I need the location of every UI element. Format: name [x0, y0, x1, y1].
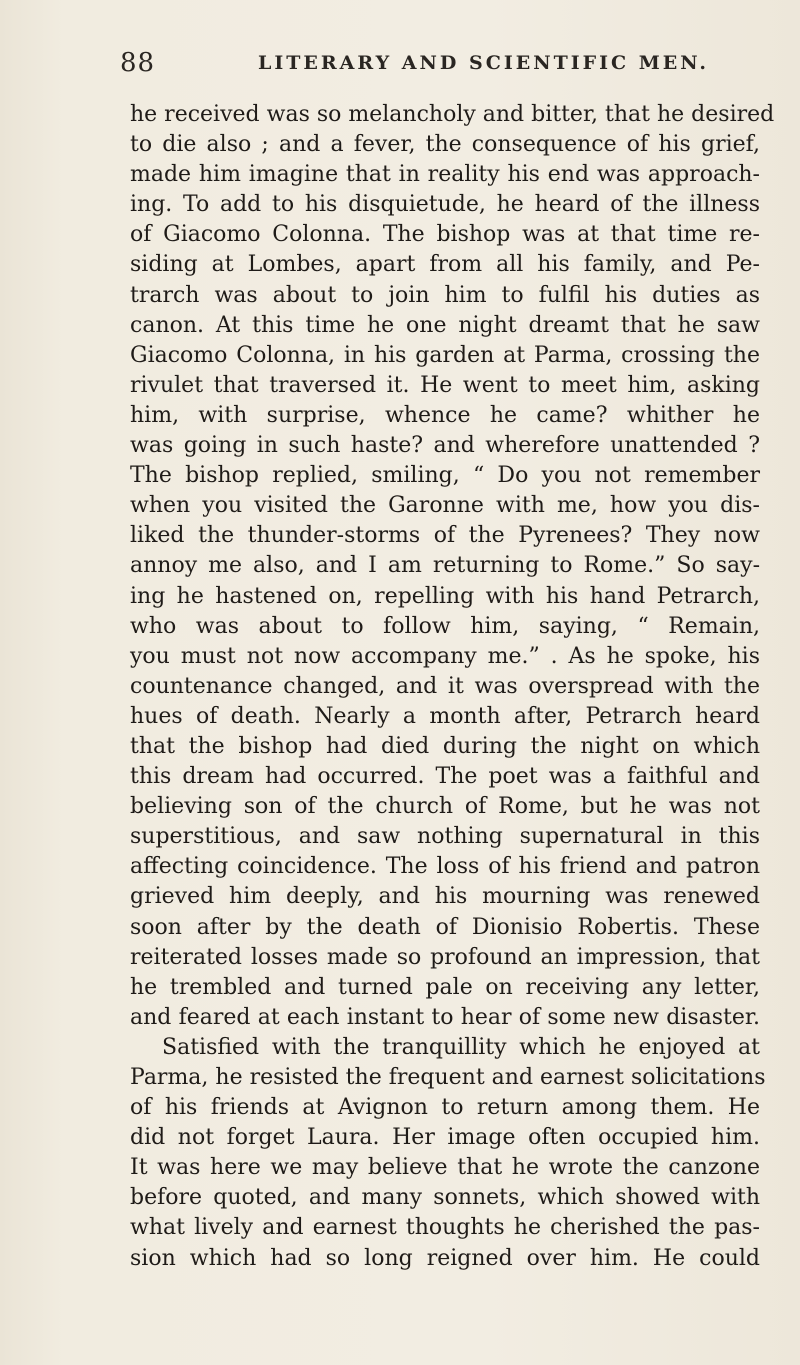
text-line: and feared at each instant to hear of some new disaster. — [130, 1004, 760, 1030]
text-line: ing. To add to his disquietude, he heard of the illness — [130, 192, 760, 218]
text-line: It was here we may believe that he wrote the canzone — [130, 1155, 760, 1181]
text-line: made him imagine that in reality his end was approach- — [130, 162, 760, 188]
text-line: was going in such haste? and wherefore unattended ? — [130, 433, 760, 459]
text-line: hues of death. Nearly a month after, Petrarch heard — [130, 703, 760, 729]
text-line: believing son of the church of Rome, but he was not — [130, 794, 760, 820]
text-line: grieved him deeply, and his mourning was renewed — [130, 884, 760, 910]
text-line: of Giacomo Colonna. The bishop was at that time re- — [130, 222, 760, 248]
text-line: he trembled and turned pale on receiving any letter, — [130, 974, 760, 1000]
page-number: 88 — [120, 48, 156, 78]
text-line: what lively and earnest thoughts he cherished the pas- — [130, 1215, 760, 1241]
text-line: him, with surprise, whence he came? whither he — [130, 402, 760, 428]
text-line: did not forget Laura. Her image often occupied him. — [130, 1125, 760, 1151]
text-line: when you visited the Garonne with me, how you dis- — [130, 493, 760, 519]
page-header — [120, 48, 760, 82]
text-line: countenance changed, and it was overspread with the — [130, 673, 760, 699]
text-line: liked the thunder-storms of the Pyrenees? They now — [130, 523, 760, 549]
running-head: LITERARY AND SCIENTIFIC MEN. — [258, 52, 709, 74]
text-line: reiterated losses made so profound an impression, that — [130, 944, 760, 970]
text-line: trarch was about to join him to fulfil his duties as — [130, 282, 760, 308]
text-line: canon. At this time he one night dreamt that he saw — [130, 312, 760, 338]
text-line: sion which had so long reigned over him. He could — [130, 1245, 760, 1271]
text-line: soon after by the death of Dionisio Robertis. These — [130, 914, 760, 940]
text-line: before quoted, and many sonnets, which showed with — [130, 1185, 760, 1211]
text-line: rivulet that traversed it. He went to meet him, asking — [130, 372, 760, 398]
text-line: Giacomo Colonna, in his garden at Parma, crossing the — [130, 342, 760, 368]
text-line: superstitious, and saw nothing supernatural in this — [130, 824, 760, 850]
text-line: The bishop replied, smiling, “ Do you not remember — [130, 463, 760, 489]
text-line: this dream had occurred. The poet was a faithful and — [130, 764, 760, 790]
text-line: siding at Lombes, apart from all his family, and Pe- — [130, 252, 760, 278]
text-line: he received was so melancholy and bitter, that he desired — [130, 102, 775, 127]
paragraph-start-line: Satisfied with the tranquillity which he enjoyed at — [162, 1034, 760, 1060]
text-line: annoy me also, and I am returning to Rome.” So say- — [130, 553, 760, 579]
text-line: of his friends at Avignon to return among them. He — [130, 1095, 760, 1121]
text-line: to die also ; and a fever, the consequence of his grief, — [130, 132, 760, 158]
text-line: ing he hastened on, repelling with his hand Petrarch, — [130, 583, 760, 609]
body-text — [130, 100, 775, 1274]
text-line: who was about to follow him, saying, “ Remain, — [130, 613, 760, 639]
text-line: you must not now accompany me.” . As he spoke, his — [130, 643, 760, 669]
text-line: that the bishop had died during the night on which — [130, 733, 760, 759]
text-line: affecting coincidence. The loss of his friend and patron — [130, 854, 760, 880]
text-line: Parma, he resisted the frequent and earnest solicitations — [130, 1065, 766, 1090]
